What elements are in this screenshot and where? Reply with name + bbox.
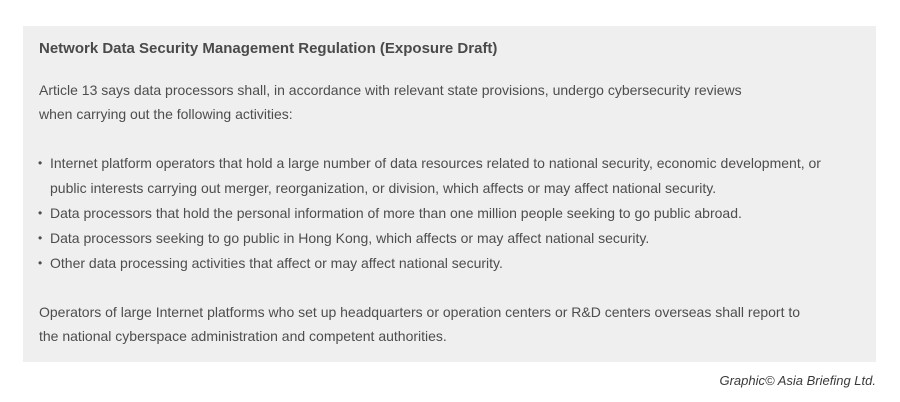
bullet-icon: • [38, 206, 43, 220]
list-item [39, 151, 840, 201]
list-item [39, 251, 860, 276]
graphic-credit: Graphic© Asia Briefing Ltd. [719, 373, 876, 388]
outro-paragraph: Operators of large Internet platforms who set up headquarters or operation centers or R&D centers overseas shall report to the national cyberspace administration and competent authorities. [39, 304, 801, 344]
activity-list [39, 151, 860, 276]
list-item [39, 226, 860, 251]
list-item-text: Other data processing activities that affect or may affect national security. [50, 255, 503, 271]
intro-paragraph: Article 13 says data processors shall, in accordance with relevant state provisions, undergo cybersecurity reviews when carrying out the following activities: [39, 82, 742, 122]
list-item-text: Internet platform operators that hold a large number of data resources related to national security, economic development, or public interests carrying out merger, reorganization, or division, which affects or may affect national security. [50, 155, 821, 196]
list-item [39, 201, 860, 226]
regulation-panel [23, 26, 876, 362]
regulation-title: Network Data Security Management Regulation (Exposure Draft) [39, 40, 498, 57]
bullet-icon: • [38, 231, 43, 245]
list-item-text: Data processors that hold the personal information of more than one million people seeking to go public abroad. [50, 205, 742, 221]
list-item-text: Data processors seeking to go public in Hong Kong, which affects or may affect national security. [50, 230, 650, 246]
bullet-icon: • [38, 156, 43, 170]
bullet-icon: • [38, 256, 43, 270]
